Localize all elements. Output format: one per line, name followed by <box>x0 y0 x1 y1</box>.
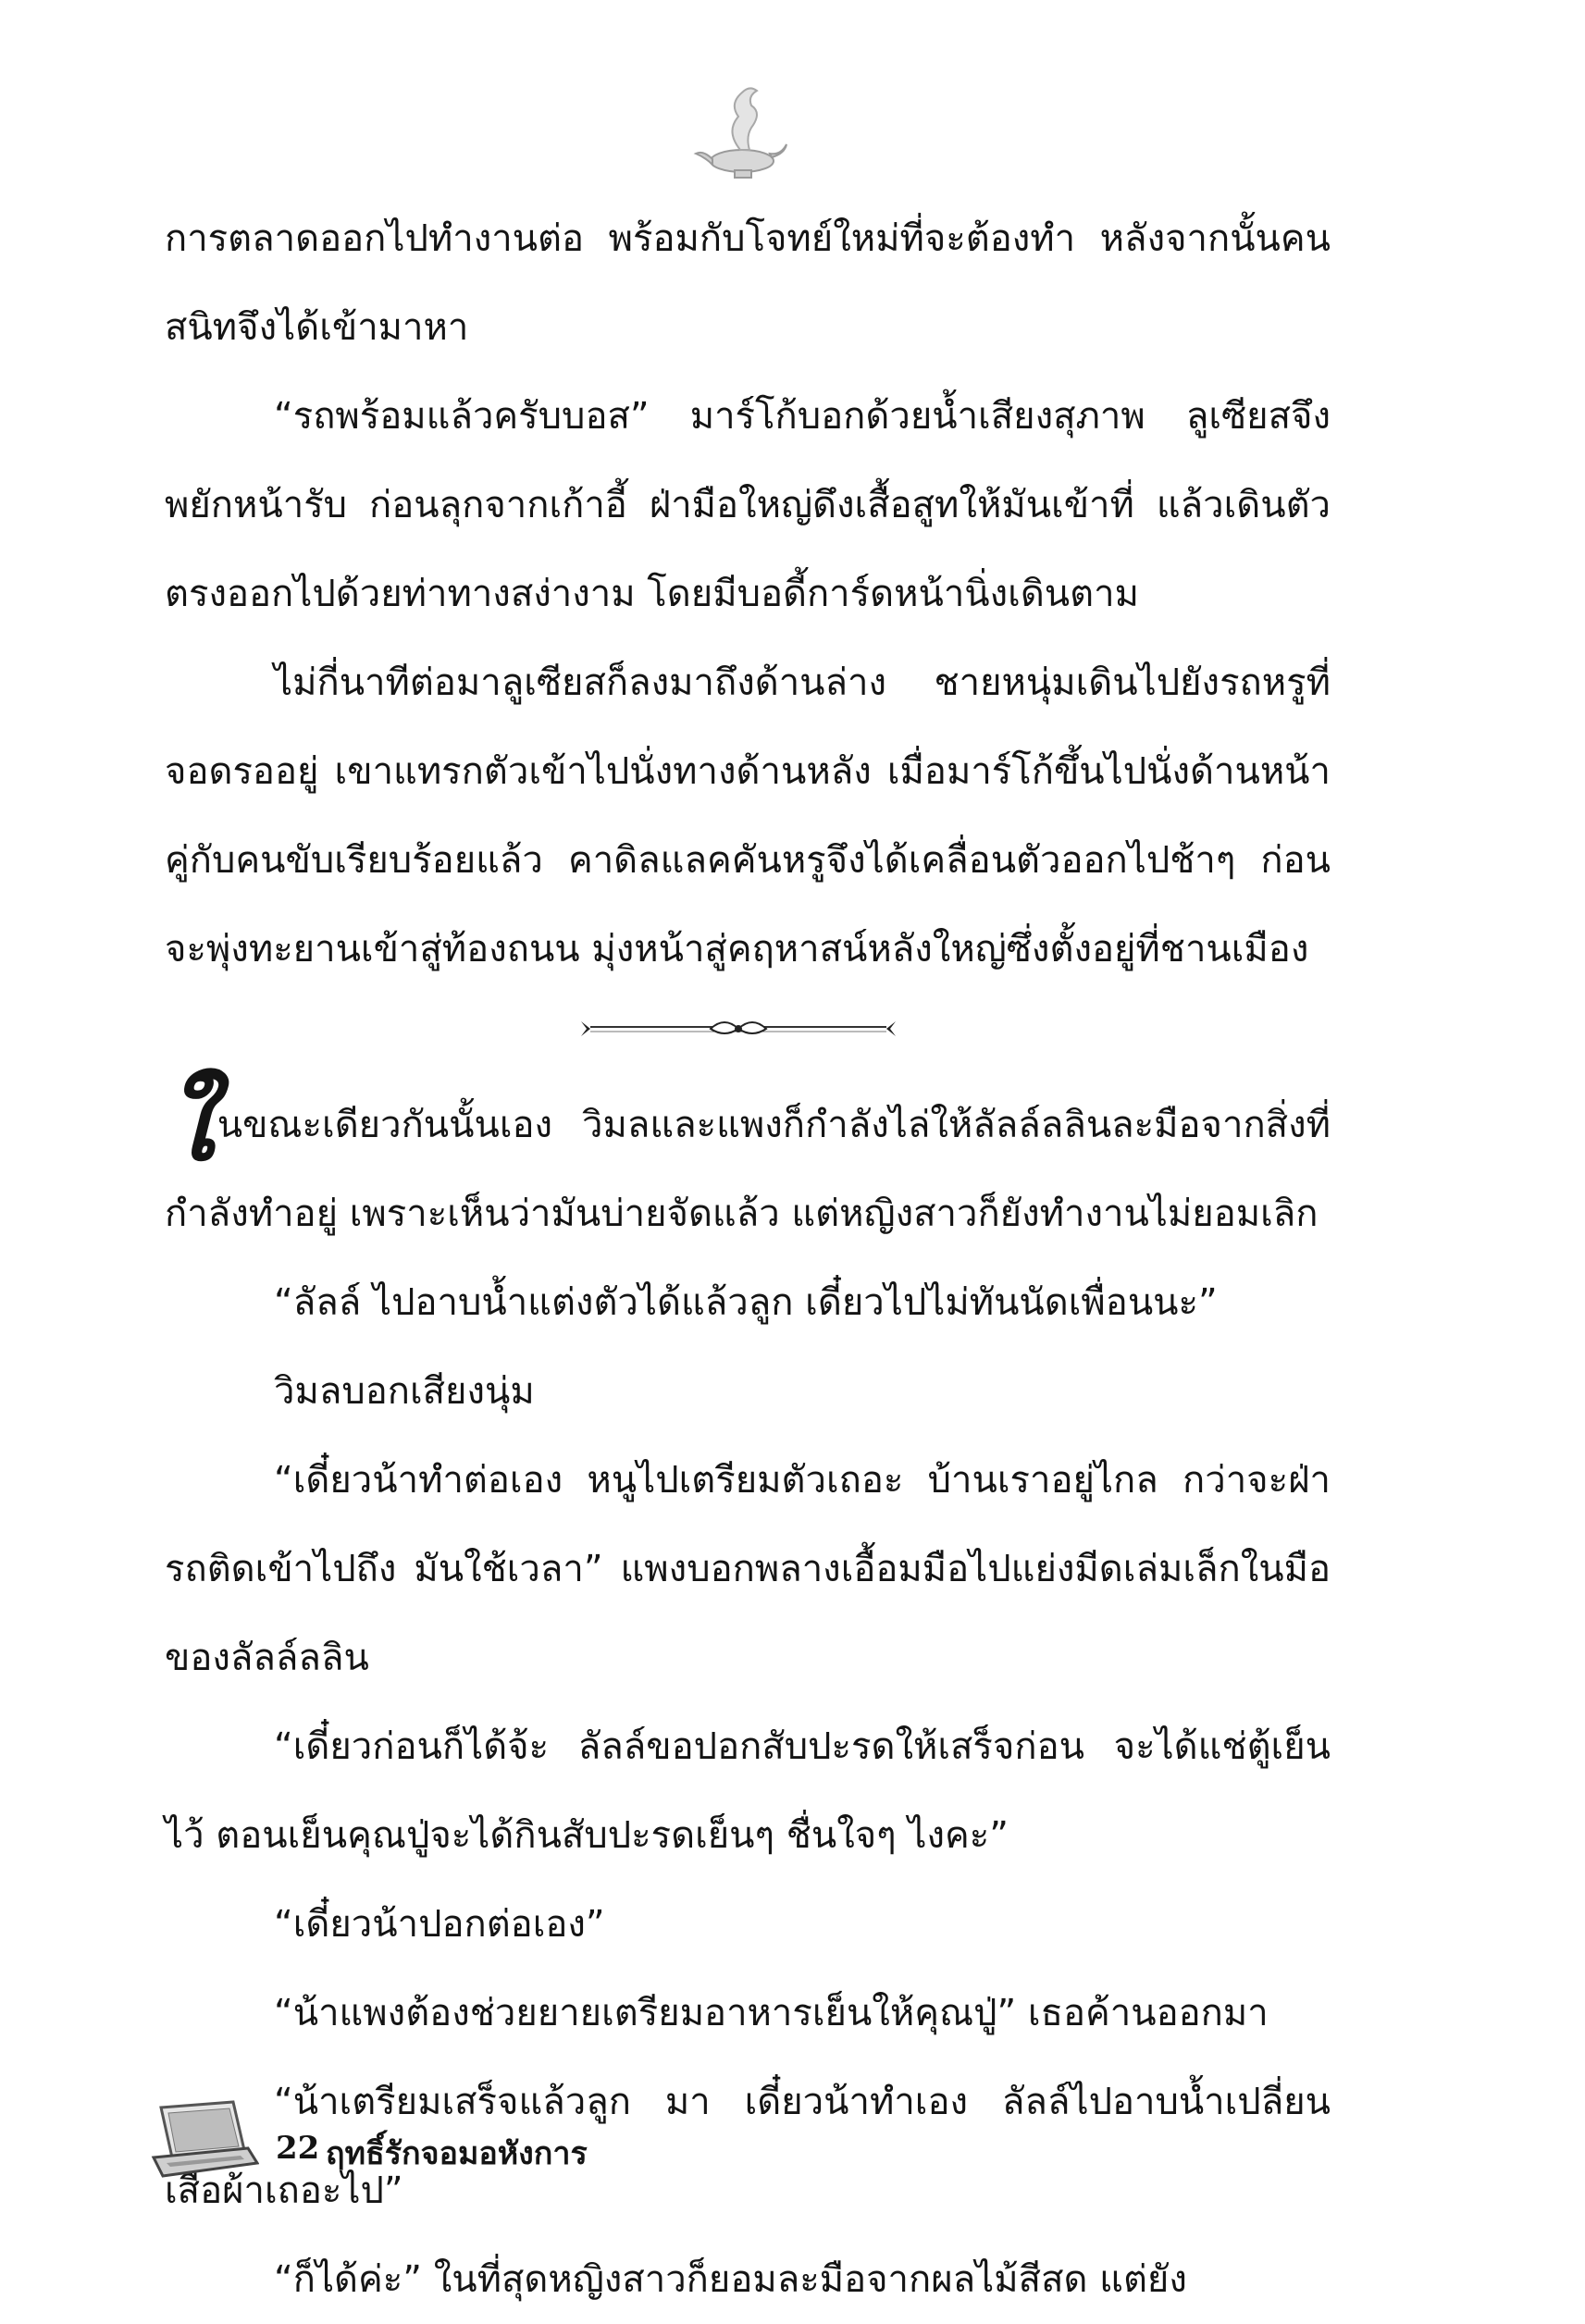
laptop-icon <box>148 2098 259 2185</box>
paragraph: “รถพร้อมแล้วครับบอส” มาร์โก้บอกด้วยน้ำเสียงสุภาพ ลูเซียสจึงพยักหน้ารับ ก่อนลุกจากเก้าอี้ ฝ่ามือใหญ่ดึงเสื้อสูทให้มันเข้าที่ แล้วเดินตัวตรงออกไปด้วยท่าทางสง่างาม โดยมีบอดี้การ์ดหน้านิ่งเดินตาม <box>165 395 1331 615</box>
paragraph: ไม่กี่นาทีต่อมาลูเซียสก็ลงมาถึงด้านล่าง ชายหนุ่มเดินไปยังรถหรูที่จอดรออยู่ เขาแทรกตัวเข้าไปนั่งทางด้านหลัง เมื่อมาร์โก้ขึ้นไปนั่งด้านหน้าคู่กับคนขับเรียบร้อยแล้ว คาดิลแลคคันหรูจึงได้เคลื่อนตัวออกไปช้าๆ ก่อนจะพุ่งทะยานเข้าสู่ท้องถนน มุ่งหน้าสู่คฤหาสน์หลังใหญ่ซึ่งตั้งอยู่ที่ชานเมือง <box>165 661 1331 970</box>
paragraph: “น้าเตรียมเสร็จแล้วลูก มา เดี๋ยวน้าทำเอง ลัลล์ไปอาบน้ำเปลี่ยนเสื้อผ้าเถอะไป” <box>165 2081 1331 2212</box>
scroll-divider-icon <box>165 997 1331 1081</box>
body-text <box>165 194 1331 2324</box>
paragraph: “น้าแพงต้องช่วยยายเตรียมอาหารเย็นให้คุณปู่” เธอค้านออกมา <box>274 1992 1269 2034</box>
paragraph: “เดี๋ยวน้าปอกต่อเอง” <box>274 1903 605 1946</box>
lamp-ornament-icon <box>685 76 796 187</box>
dropcap-paragraph <box>165 1067 1331 1258</box>
book-title: ฤทธิ์รักจอมอหังการ <box>326 2135 588 2172</box>
paragraph: “เดี๋ยวน้าทำต่อเอง หนูไปเตรียมตัวเถอะ บ้านเราอยู่ไกล กว่าจะฝ่ารถติดเข้าไปถึง มันใช้เวลา” แพงบอกพลางเอื้อมมือไปแย่งมีดเล่มเล็กในมือของลัลล์ลลิน <box>165 1459 1331 1679</box>
paragraph-text: นขณะเดียวกันนั้นเอง วิมลและแพงก็กำลังไล่ให้ลัลล์ลลินละมือจากสิ่งที่กำลังทำอยู่ เพราะเห็นว่ามันบ่ายจัดแล้ว แต่หญิงสาวก็ยังทำงานไม่ยอมเลิก <box>165 1104 1331 1235</box>
paragraph: การตลาดออกไปทำงานต่อ พร้อมกับโจทย์ใหม่ที่จะต้องทำ หลังจากนั้นคนสนิทจึงได้เข้ามาหา <box>165 217 1331 349</box>
drop-cap: ใ <box>165 1067 214 1183</box>
page-footer <box>148 2098 888 2191</box>
paragraph: “ลัลล์ ไปอาบน้ำแต่งตัวได้แล้วลูก เดี๋ยวไปไม่ทันนัดเพื่อนนะ” <box>274 1281 1218 1324</box>
paragraph: “ก็ได้ค่ะ” ในที่สุดหญิงสาวก็ยอมละมือจากผลไม้สีสด แต่ยัง <box>274 2258 1187 2301</box>
paragraph: “เดี๋ยวก่อนก็ได้จ้ะ ลัลล์ขอปอกสับปะรดให้เสร็จก่อน จะได้แช่ตู้เย็นไว้ ตอนเย็นคุณปู่จะได้กินสับปะรดเย็นๆ ชื่นใจๆ ไงคะ” <box>165 1725 1331 1857</box>
page-number: 22 <box>276 2130 320 2167</box>
paragraph: วิมลบอกเสียงนุ่ม <box>274 1370 535 1413</box>
